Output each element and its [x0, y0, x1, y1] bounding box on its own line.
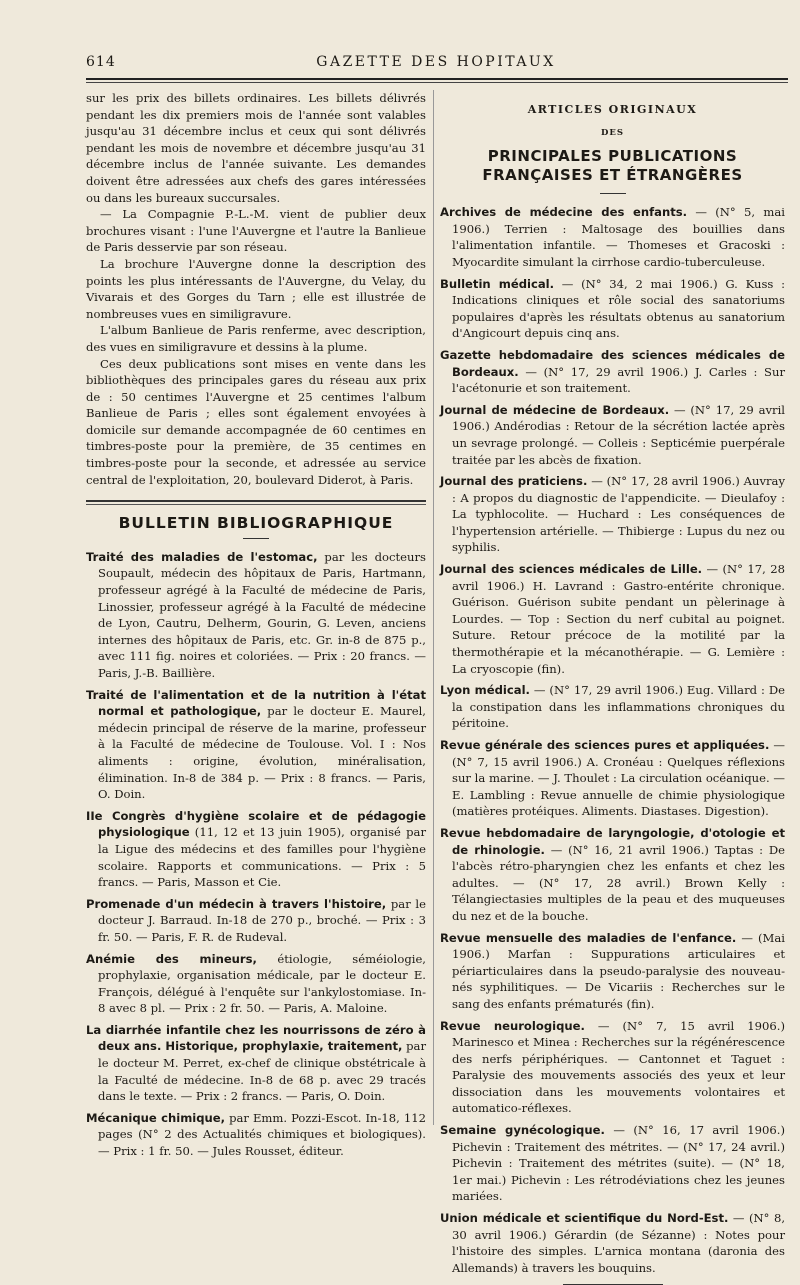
entry-title: Bulletin médical.	[440, 276, 555, 291]
publication-entry	[440, 402, 785, 468]
bibliography-entry	[86, 1022, 426, 1105]
entry-text: par Emm. Pozzi-Escot. In-18, 112 pages (N° 2 des Actualités chimiques et biologiques). — Prix : 1 fr. 50. — Jules Rousset, éditeur.	[98, 1110, 426, 1159]
paragraph: — La Compagnie P.-L.-M. vient de publier deux brochures visant : l'une l'Auvergne et l'autre la Banlieue de Paris desservie par son réseau.	[86, 207, 426, 255]
entry-title: Semaine gynécologique.	[440, 1123, 605, 1138]
entry-title: Lyon médical.	[440, 683, 530, 698]
entry-title: Gazette hebdomadaire des sciences médicales de Bordeaux.	[440, 347, 785, 379]
entry-title: Traité de l'alimentation et de la nutrition à l'état normal et pathologique,	[86, 687, 426, 719]
entry-text: — (N° 17, 29 avril 1906.) Eug. Villard : De la constipation dans les inflammations chroniques du péritoine.	[452, 683, 785, 731]
entry-text: — (N° 16, 21 avril 1906.) Taptas : De l'abcès rétro-pharyngien chez les enfants et chez les adultes. — (N° 17, 28 avril.) Brown Kelly : Télangiectasies multiples de la peau et des muqueuses du nez et de la bouche.	[452, 842, 785, 923]
header-rule-thin	[86, 82, 788, 83]
journal-title: GAZETTE DES HOPITAUX	[316, 54, 556, 70]
publication-entry	[440, 473, 785, 556]
short-rule	[243, 538, 269, 539]
entry-text: par le docteur E. Maurel, médecin principal de réserve de la marine, professeur à la Faculté de médecine de Toulouse. Vol. I : Nos aliments : origine, évolution, minéralisation, élimination. In-8 de 384 p. — Prix : 8 francs. — Paris, O. Doin.	[98, 704, 426, 802]
entry-title: Anémie des mineurs,	[86, 951, 257, 966]
bibliography-entry	[86, 549, 426, 682]
entry-title: Journal des sciences médicales de Lille.	[440, 562, 703, 577]
publication-entry	[440, 1210, 785, 1276]
publication-entry	[440, 825, 785, 925]
running-header	[86, 52, 786, 74]
entry-text: par les docteurs Soupault, médecin des hôpitaux de Paris, Hartmann, professeur agrégé à la Faculté de médecine de Paris, Linossier, professeur agrégé à la Faculté de médecine de Lyon, Cautru, Delherm, Gourin, G. Leven, anciens internes des hôpitaux de Paris, etc. Gr. in-8 de 875 p., avec 111 fig. noires et coloriées. — Prix : 20 francs. — Paris, J.-B. Baillière.	[98, 549, 426, 680]
paragraph: L'album Banlieue de Paris renferme, avec description, des vues en similigravure et dessins à la plume.	[86, 323, 426, 354]
publication-entry	[440, 561, 785, 677]
entry-title: Union médicale et scientifique du Nord-Est.	[440, 1211, 729, 1226]
bibliography-entry	[86, 896, 426, 946]
paragraph: sur les prix des billets ordinaires. Les billets délivrés pendant les dix premiers mois de l'année sont valables jusqu'au 31 décembre inclus et ceux qui sont délivrés pendant les mois de novembre et décembre jusqu'au 31 décembre inclus de l'année suivante. Les demandes doivent être adressées aux chefs des gares intéressées ou dans les bureaux succursales.	[86, 91, 426, 205]
page-number: 614	[86, 54, 116, 70]
bibliography-entry	[86, 951, 426, 1017]
publication-entry	[440, 347, 785, 397]
entry-title: IIe Congrès d'hygiène scolaire et de pédagogie physiologique	[86, 808, 426, 840]
publication-entry	[440, 930, 785, 1013]
section-rule	[86, 500, 426, 502]
entry-text: — (Mai 1906.) Marfan : Suppurations articulaires et périarticulaires dans la pseudo-paralysie des nouveau-nés syphilitiques. — De Vicariis : Recherches sur le sang des enfants prématurés (fin).	[452, 930, 785, 1011]
entry-text: — (N° 17, 28 avril 1906.) Auvray : A propos du diagnostic de l'appendicite. — Dieulafoy : La typhlocolite. — Huchard : Les conséquences de l'hypertension artérielle. — Thibierge : Lupus du nez ou syphilis.	[452, 474, 786, 555]
entry-text: — (N° 5, mai 1906.) Terrien : Maltosage des bouillies dans l'alimentation infantile. — Thomeses et Gracoski : Myocardite simulant la cirrhose cardio-tuberculeuse.	[452, 205, 785, 269]
entry-title: Traité des maladies de l'estomac,	[86, 549, 318, 564]
entry-text: — (N° 17, 29 avril 1906.) Andérodias : Retour de la sécrétion lactée après un sevrage prolongé. — Colleis : Septicémie puerpérale traitée par les abcès de fixation.	[452, 402, 785, 467]
entry-title: Journal des praticiens.	[440, 474, 588, 489]
header-rule	[86, 78, 788, 80]
entry-text: — (N° 17, 28 avril 1906.) H. Lavrand : Gastro-entérite chronique. Guérison. Guérison subite pendant un pèlerinage à Lourdes. — Top : Section du nerf cubital au poignet. Suture. Retour précoce de la motilité par la thermothérapie et la mécanothérapie. — G. Lemière : La cryoscopie (fin).	[452, 562, 786, 676]
publication-entry	[440, 1018, 785, 1118]
publication-entry	[440, 276, 785, 342]
entry-text: — (N° 16, 17 avril 1906.) Pichevin : Traitement des métrites. — (N° 17, 24 avril.) Pichevin : Traitement des métrites (suite). — (N° 18, 1er mai.) Pichevin : Les rétrodéviations chez les jeunes mariées.	[452, 1123, 786, 1204]
left-column	[86, 90, 426, 1165]
entry-text: (11, 12 et 13 juin 1905), organisé par la Ligue des médecins et des familles pour l'hygiène scolaire. Rapports et communications. — Prix : 5 francs. — Paris, Masson et Cie.	[98, 825, 426, 890]
entry-title: Mécanique chimique,	[86, 1110, 226, 1125]
entry-title: Archives de médecine des enfants.	[440, 205, 688, 220]
entry-title: La diarrhée infantile chez les nourrissons de zéro à deux ans. Historique, prophylaxie, traitement,	[86, 1022, 426, 1054]
right-column	[440, 90, 785, 1285]
entry-text: par le docteur J. Barraud. In-18 de 270 p., broché. — Prix : 3 fr. 50. — Paris, F. R. de Rudeval.	[98, 896, 426, 944]
publication-entry	[440, 204, 785, 270]
paragraph: Ces deux publications sont mises en vente dans les bibliothèques des principales gares du réseau aux prix de : 50 centimes l'Auvergne et 25 centimes l'album Banlieue de Paris ; elles sont également envoyées à domicile sur demande accompagnée de 60 centimes en timbres-poste pour la première, de 35 centimes en timbres-poste pour la seconde, et adressée au service central de l'exploitation, 20, boulevard Diderot, à Paris.	[86, 356, 426, 487]
entry-text: — (N° 34, 2 mai 1906.) G. Kuss : Indications cliniques et rôle social des sanatoriums populaires d'après les résultats obtenus au sanatorium d'Angicourt depuis cinq ans.	[452, 276, 785, 341]
publication-entry	[440, 682, 785, 732]
publication-entry	[440, 1122, 785, 1205]
entry-title: Journal de médecine de Bordeaux.	[440, 402, 670, 417]
short-rule	[600, 193, 626, 194]
entry-title: Revue générale des sciences pures et appliquées.	[440, 738, 770, 752]
entry-text: par le docteur M. Perret, ex-chef de clinique obstétricale à la Faculté de médecine. In-8 de 68 p. avec 29 tracés dans le texte. — Prix : 2 francs. — Paris, O. Doin.	[98, 1039, 427, 1104]
paragraph: La brochure l'Auvergne donne la description des points les plus intéressants de l'Auvergne, du Velay, du Vivarais et des Gorges du Tarn ; elle est illustrée de nombreuses vues en similigravure.	[86, 256, 426, 321]
entry-text: — (N° 8, 30 avril 1906.) Gérardin (de Sézanne) : Notes pour l'histoire des simples. L'arnica montana (daronia des Allemands) à travers les bouquins.	[452, 1211, 786, 1275]
entry-title: Revue hebdomadaire de laryngologie, d'otologie et de rhinologie.	[440, 825, 785, 857]
column-divider	[433, 90, 434, 1125]
entry-text: — (N° 7, 15 avril 1906.) A. Cronéau : Quelques réflexions sur la marine. — J. Thoulet : La circulation océanique. — E. Lambling : Revue annuelle de chimie physiologique (matières protéiques. Aliments. Diastases. Digestion).	[452, 738, 785, 819]
section-title: PRINCIPALES PUBLICATIONS FRANÇAISES ET ÉTRANGÈRES	[482, 147, 743, 185]
section-rule-thin	[86, 504, 426, 505]
entry-text: — (N° 7, 15 avril 1906.) Marinesco et Minea : Recherches sur la régénérescence des nerfs périphériques. — Cantonnet et Taguet : Paralysie des mouvements associés des yeux et leur dissociation dans les mouvements volontaires et automatico-réflexes.	[452, 1018, 785, 1116]
bibliography-entry	[86, 808, 426, 891]
section-heading: ARTICLES ORIGINAUX	[527, 103, 698, 116]
entry-text: — (N° 17, 29 avril 1906.) J. Carles : Sur l'acétonurie et son traitement.	[452, 364, 785, 396]
entry-title: Revue mensuelle des maladies de l'enfance.	[440, 930, 737, 945]
bibliography-entry	[86, 1110, 426, 1160]
bibliography-entry	[86, 687, 426, 803]
section-subheading: DES	[601, 127, 624, 138]
publication-entry	[440, 737, 785, 820]
entry-title: Promenade d'un médecin à travers l'histoire,	[86, 896, 387, 911]
entry-text: étiologie, séméiologie, prophylaxie, organisation médicale, par le docteur E. François, délégué à l'enquête sur l'ankylostomiase. In-8 avec 8 pl. — Prix : 2 fr. 50. — Paris, A. Maloine.	[98, 951, 426, 1016]
section-title: BULLETIN BIBLIOGRAPHIQUE	[118, 514, 394, 533]
entry-title: Revue neurologique.	[440, 1018, 585, 1033]
